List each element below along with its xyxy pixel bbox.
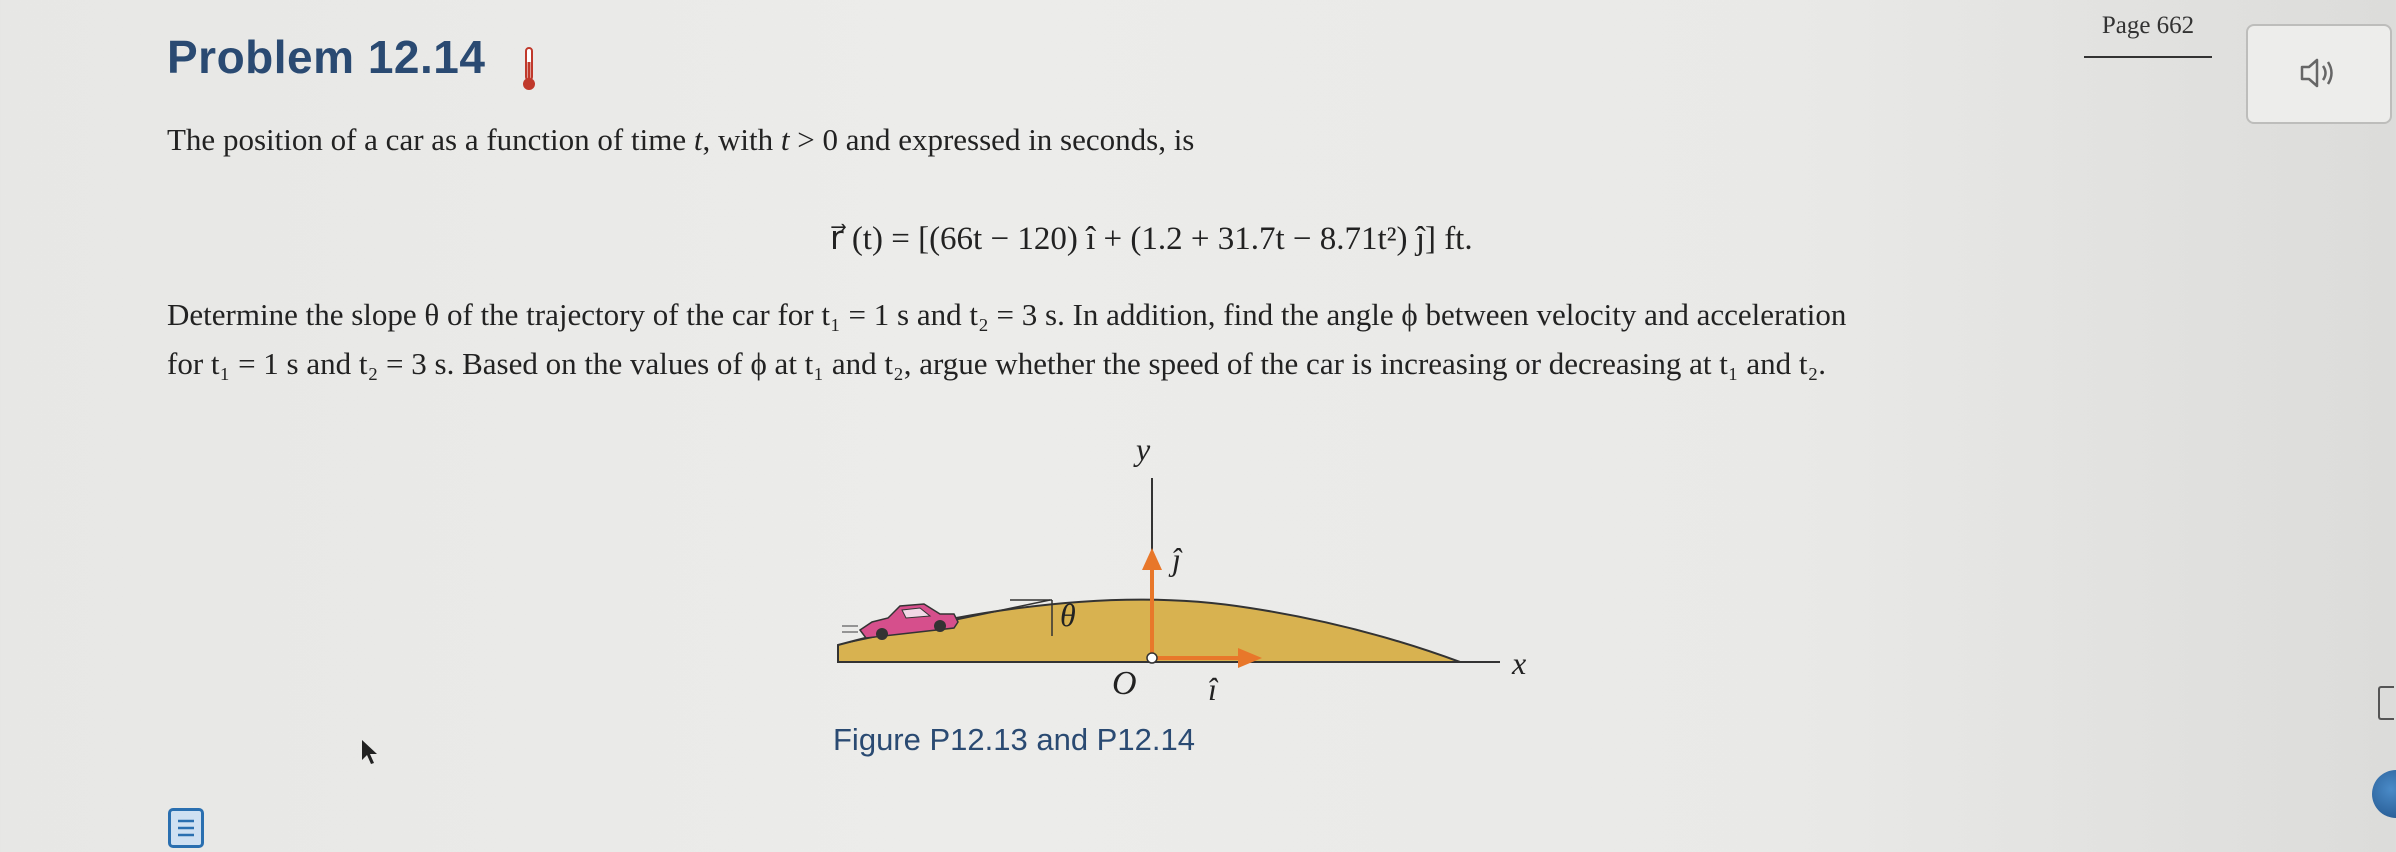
j-label: ĵ: [1172, 541, 1181, 577]
origin-marker: [1147, 653, 1157, 663]
audio-button[interactable]: [2246, 24, 2392, 124]
problem-intro: The position of a car as a function of time t, with t > 0 and expressed in seconds, is: [167, 122, 1195, 157]
theta-label: θ: [1060, 597, 1076, 633]
edge-panel-handle[interactable]: [2378, 686, 2394, 720]
thermometer-icon: [521, 46, 537, 97]
globe-icon[interactable]: [2372, 770, 2396, 818]
problem-title: Problem 12.14: [167, 31, 486, 83]
page-reference: Page 662: [2101, 12, 2195, 39]
x-axis-label: x: [1512, 645, 1527, 681]
notes-icon: [171, 811, 201, 845]
question-line-2: for t₁ = 1 s and t₂ = 3 s. Based on the values of ϕ at t₁ and t₂, argue whether the speed of the car is increasing or decreasing at t₁ and t₂.: [167, 346, 1827, 381]
page-reference-rule: [2084, 56, 2212, 58]
y-axis-label: y: [1136, 431, 1151, 467]
origin-label: O: [1112, 665, 1137, 702]
question-line-1: Determine the slope θ of the trajectory of the car for t₁ = 1 s and t₂ = 3 s. In addition, find the angle ϕ between velocity and acceleration: [167, 297, 1847, 332]
position-equation: r⃗ (t) = [(66t − 120) î + (1.2 + 31.7t − 8.71t²) ĵ] ft.: [830, 221, 1473, 257]
notes-button[interactable]: [168, 808, 204, 848]
trajectory-figure: [820, 430, 1560, 725]
figure-caption: Figure P12.13 and P12.14: [833, 722, 1195, 757]
mouse-cursor-icon: [360, 738, 380, 771]
problem-question: [167, 290, 2227, 388]
speaker-icon: [2298, 53, 2340, 93]
i-label: î: [1208, 671, 1217, 707]
